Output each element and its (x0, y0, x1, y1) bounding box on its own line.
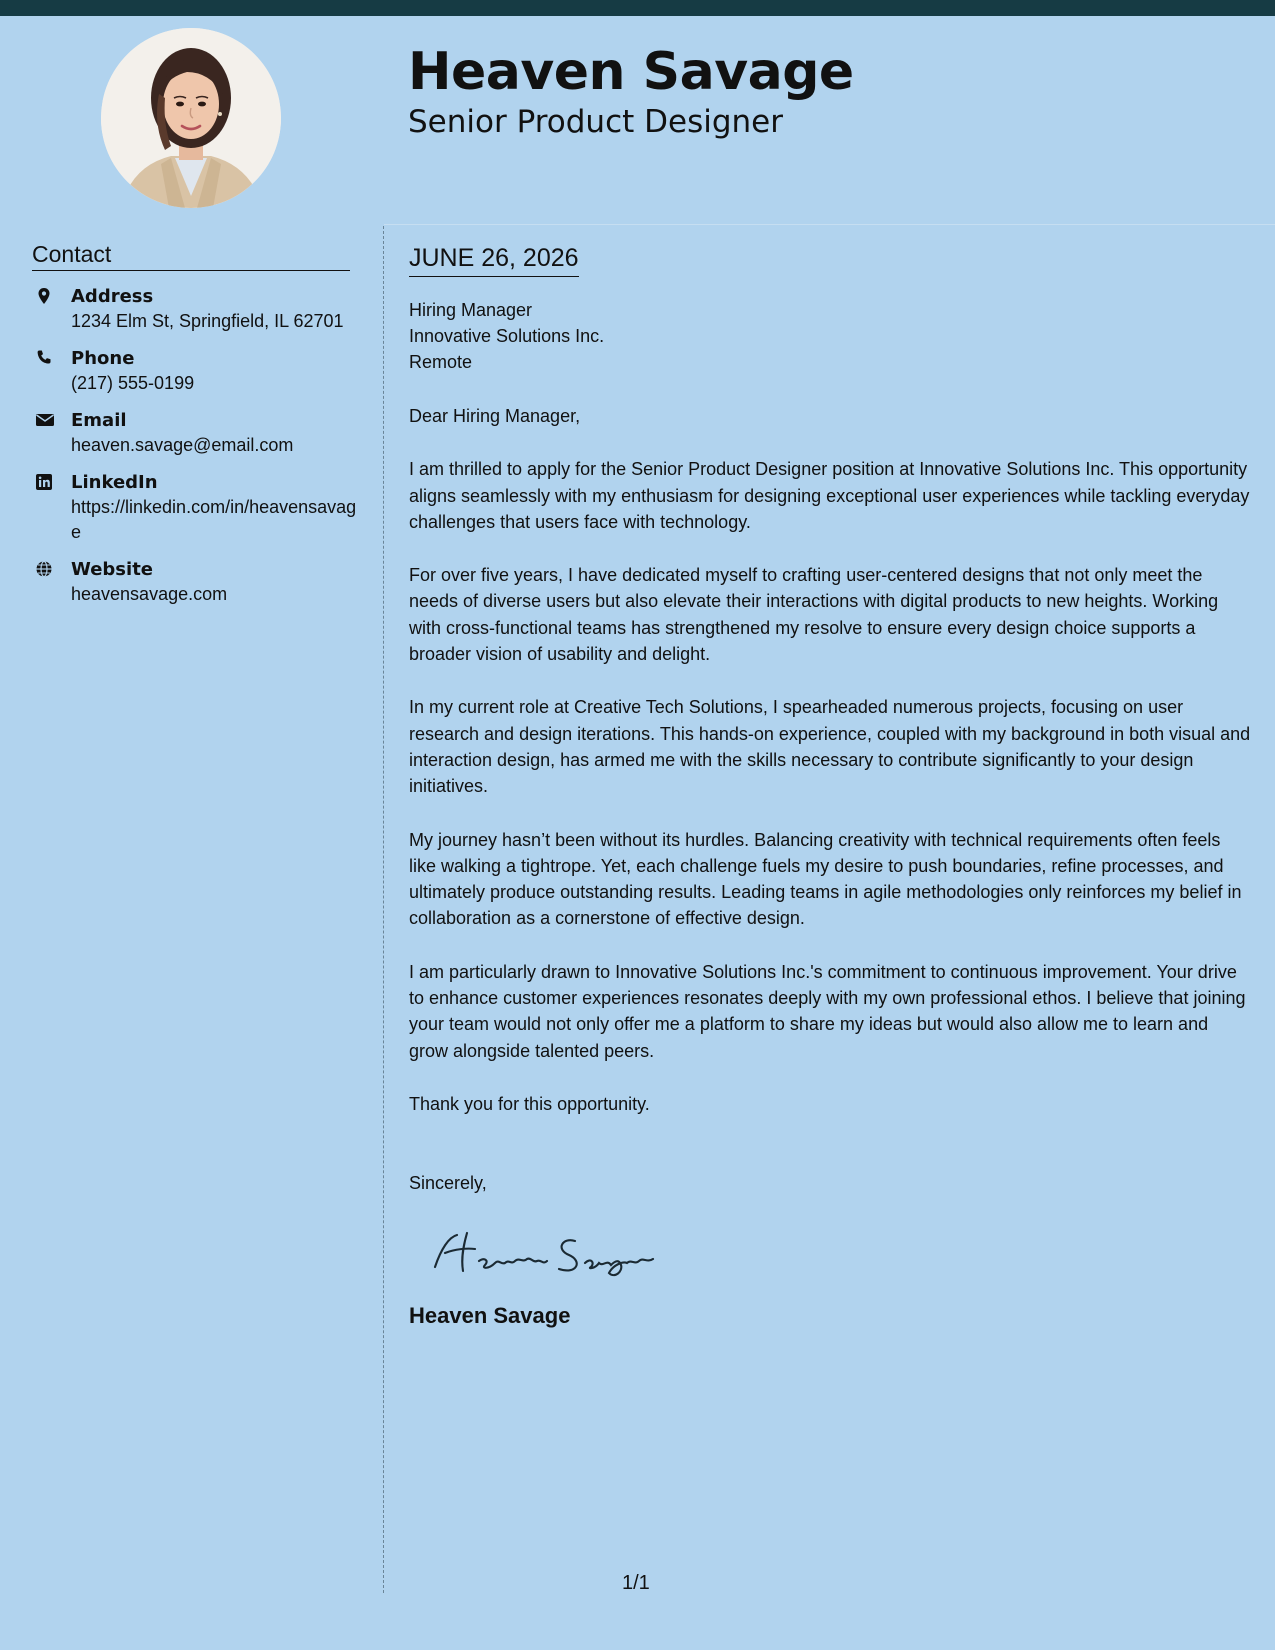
location-pin-icon (35, 287, 53, 305)
linkedin-link[interactable]: https://linkedin.com/in/heavensavage (71, 497, 357, 542)
contact-item-website (32, 557, 362, 607)
contact-item-address (32, 284, 362, 334)
letter-paragraph: I am thrilled to apply for the Senior Product Designer position at Innovative Solutions Inc. This opportunity aligns seamlessly with my enthusiasm for designing exceptional user experiences while tackling everyday challenges that users face with technology. (409, 459, 1250, 532)
website-link[interactable]: heavensavage.com (71, 584, 228, 604)
page-indicator: 1/1 (622, 1572, 650, 1594)
contact-item-email (32, 408, 362, 458)
job-title: Senior Product Designer (408, 104, 783, 140)
candidate-name: Heaven Savage (408, 42, 854, 102)
contact-label: LinkedIn (71, 472, 158, 493)
contact-heading: Contact (32, 240, 350, 271)
contact-value: (217) 555-0199 (71, 373, 195, 393)
letter-paragraph: I am particularly drawn to Innovative Solutions Inc.'s commitment to continuous improvement. Your drive to enhance customer experiences resonates deeply with my own professional ethos. I believe that joining your team would not only offer me a platform to share my ideas but would also allow me to learn and grow alongside talented peers. (409, 961, 1246, 1061)
linkedin-icon (35, 473, 53, 491)
contact-list (32, 284, 362, 619)
globe-icon (35, 560, 53, 578)
contact-label: Website (71, 559, 154, 580)
closing: Sincerely, (409, 1173, 487, 1194)
header-divider (384, 224, 1275, 225)
salutation: Dear Hiring Manager, (409, 406, 581, 426)
letter-paragraph: Thank you for this opportunity. (409, 1093, 650, 1114)
letter-body (409, 242, 1252, 1331)
phone-icon (35, 349, 53, 367)
contact-label: Phone (71, 348, 135, 369)
recipient-company: Innovative Solutions Inc. (409, 326, 605, 346)
contact-item-linkedin (32, 470, 362, 545)
recipient-name: Hiring Manager (409, 300, 533, 320)
recipient-location: Remote (409, 352, 473, 372)
avatar (101, 28, 281, 208)
email-link[interactable]: heaven.savage@email.com (71, 435, 294, 455)
recipient-block (409, 297, 1252, 375)
letter-paragraph: For over five years, I have dedicated myself to crafting user-centered designs that not only meet the needs of diverse users but also elevate their interactions with digital products to new heights. Working with cross-functional teams has strengthened my resolve to ensure every design choice supports a broader vision of usability and delight. (409, 565, 1219, 665)
contact-label: Address (71, 286, 154, 307)
contact-item-phone (32, 346, 362, 396)
envelope-icon (35, 411, 53, 429)
letter-paragraph: My journey hasn’t been without its hurdles. Balancing creativity with technical requirements often feels like walking a tightrope. Yet, each challenge fuels my desire to push boundaries, refine processes, and ultimately produce outstanding results. Leading teams in agile methodologies only reinforces my belief in collaboration as a cornerstone of effective design. (409, 829, 1242, 929)
top-bar (0, 0, 1275, 16)
column-divider (383, 226, 384, 1593)
letter-paragraph: In my current role at Creative Tech Solutions, I spearheaded numerous projects, focusing on user research and design iterations. This hands-on experience, coupled with my background in both visual and interaction design, has armed me with the skills necessary to contribute significantly to your design initiatives. (409, 697, 1251, 797)
contact-value: 1234 Elm St, Springfield, IL 62701 (71, 311, 344, 331)
letter-date: JUNE 26, 2026 (409, 242, 579, 277)
contact-label: Email (71, 410, 127, 431)
signature (427, 1219, 1252, 1281)
signer-name: Heaven Savage (409, 1302, 571, 1328)
